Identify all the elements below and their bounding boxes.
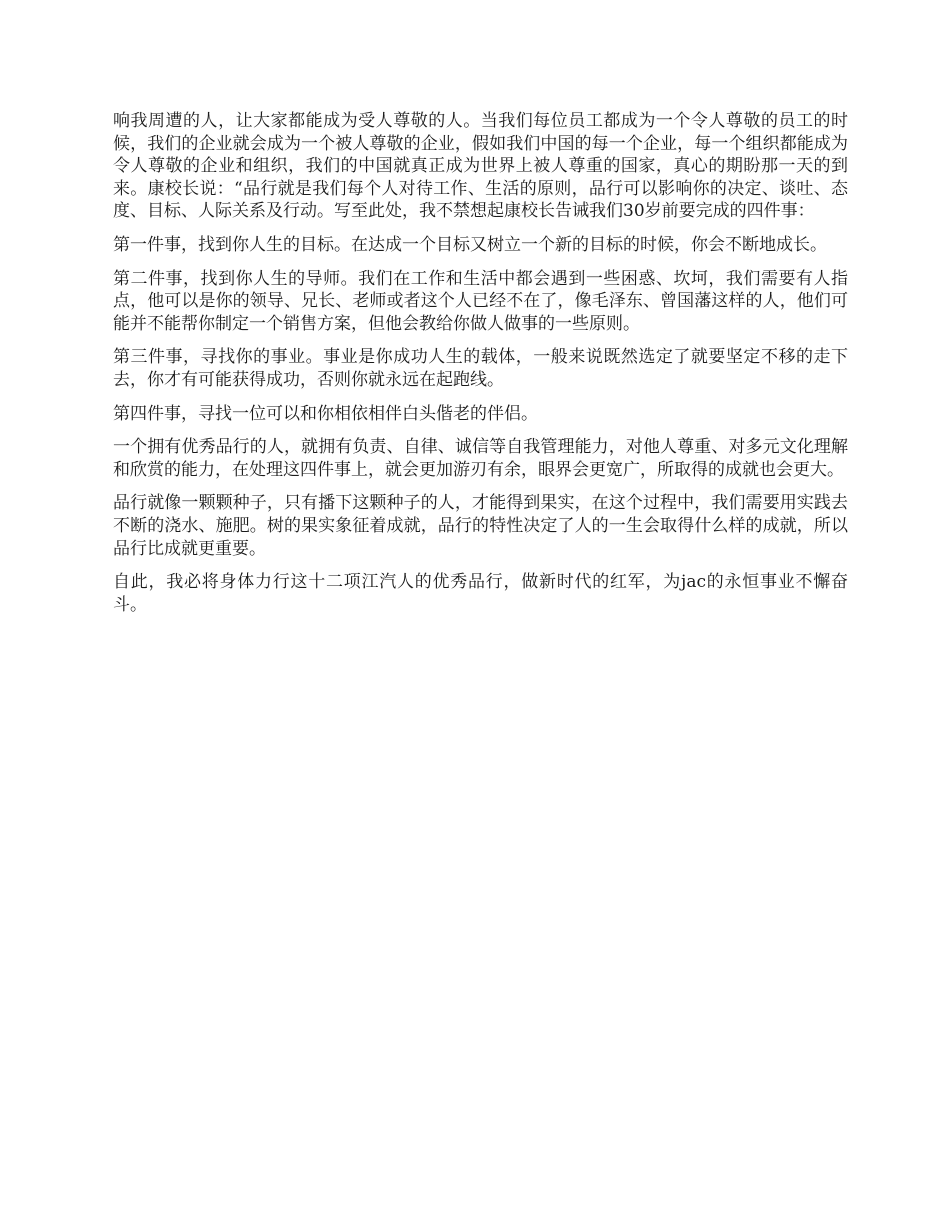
paragraph: 第一件事，找到你人生的目标。在达成一个目标又树立一个新的目标的时候，你会不断地成长。 bbox=[113, 234, 827, 255]
paragraph: 第三件事，寻找你的事业。事业是你成功人生的载体，一般来说既然选定了就要坚定不移的走下去，你才有可能获得成功，否则你就永远在起跑线。 bbox=[113, 347, 848, 390]
document-page bbox=[113, 110, 848, 627]
paragraph: 第四件事，寻找一位可以和你相依相伴白头偕老的伴侣。 bbox=[113, 403, 538, 424]
paragraph: 一个拥有优秀品行的人，就拥有负责、自律、诚信等自我管理能力，对他人尊重、对多元文化理解和欣赏的能力，在处理这四件事上，就会更加游刃有余，眼界会更宽广，所取得的成就也会更大。 bbox=[113, 437, 848, 480]
paragraph: 响我周遭的人，让大家都能成为受人尊敬的人。当我们每位员工都成为一个令人尊敬的员工的时候，我们的企业就会成为一个被人尊敬的企业，假如我们中国的每一个企业，每一个组织都能成为令人尊敬的企业和组织，我们的中国就真正成为世界上被人尊重的国家，真心的期盼那一天的到来。康校长说：“品行就是我们每个人对待工作、生活的原则，品行可以影响你的决定、谈吐、态度、目标、人际关系及行动。写至此处，我不禁想起康校长告诫我们30岁前要完成的四件事： bbox=[113, 111, 848, 222]
paragraph: 自此，我必将身体力行这十二项江汽人的优秀品行，做新时代的红军，为jac的永恒事业不懈奋斗。 bbox=[113, 572, 848, 615]
paragraph: 第二件事，找到你人生的导师。我们在工作和生活中都会遇到一些困惑、坎坷，我们需要有人指点，他可以是你的领导、兄长、老师或者这个人已经不在了，像毛泽东、曾国藩这样的人，他们可能并不能帮你制定一个销售方案，但他会教给你做人做事的一些原则。 bbox=[113, 268, 848, 334]
paragraph: 品行就像一颗颗种子，只有播下这颗种子的人，才能得到果实，在这个过程中，我们需要用实践去不断的浇水、施肥。树的果实象征着成就，品行的特性决定了人的一生会取得什么样的成就，所以品行比成就更重要。 bbox=[113, 493, 848, 559]
